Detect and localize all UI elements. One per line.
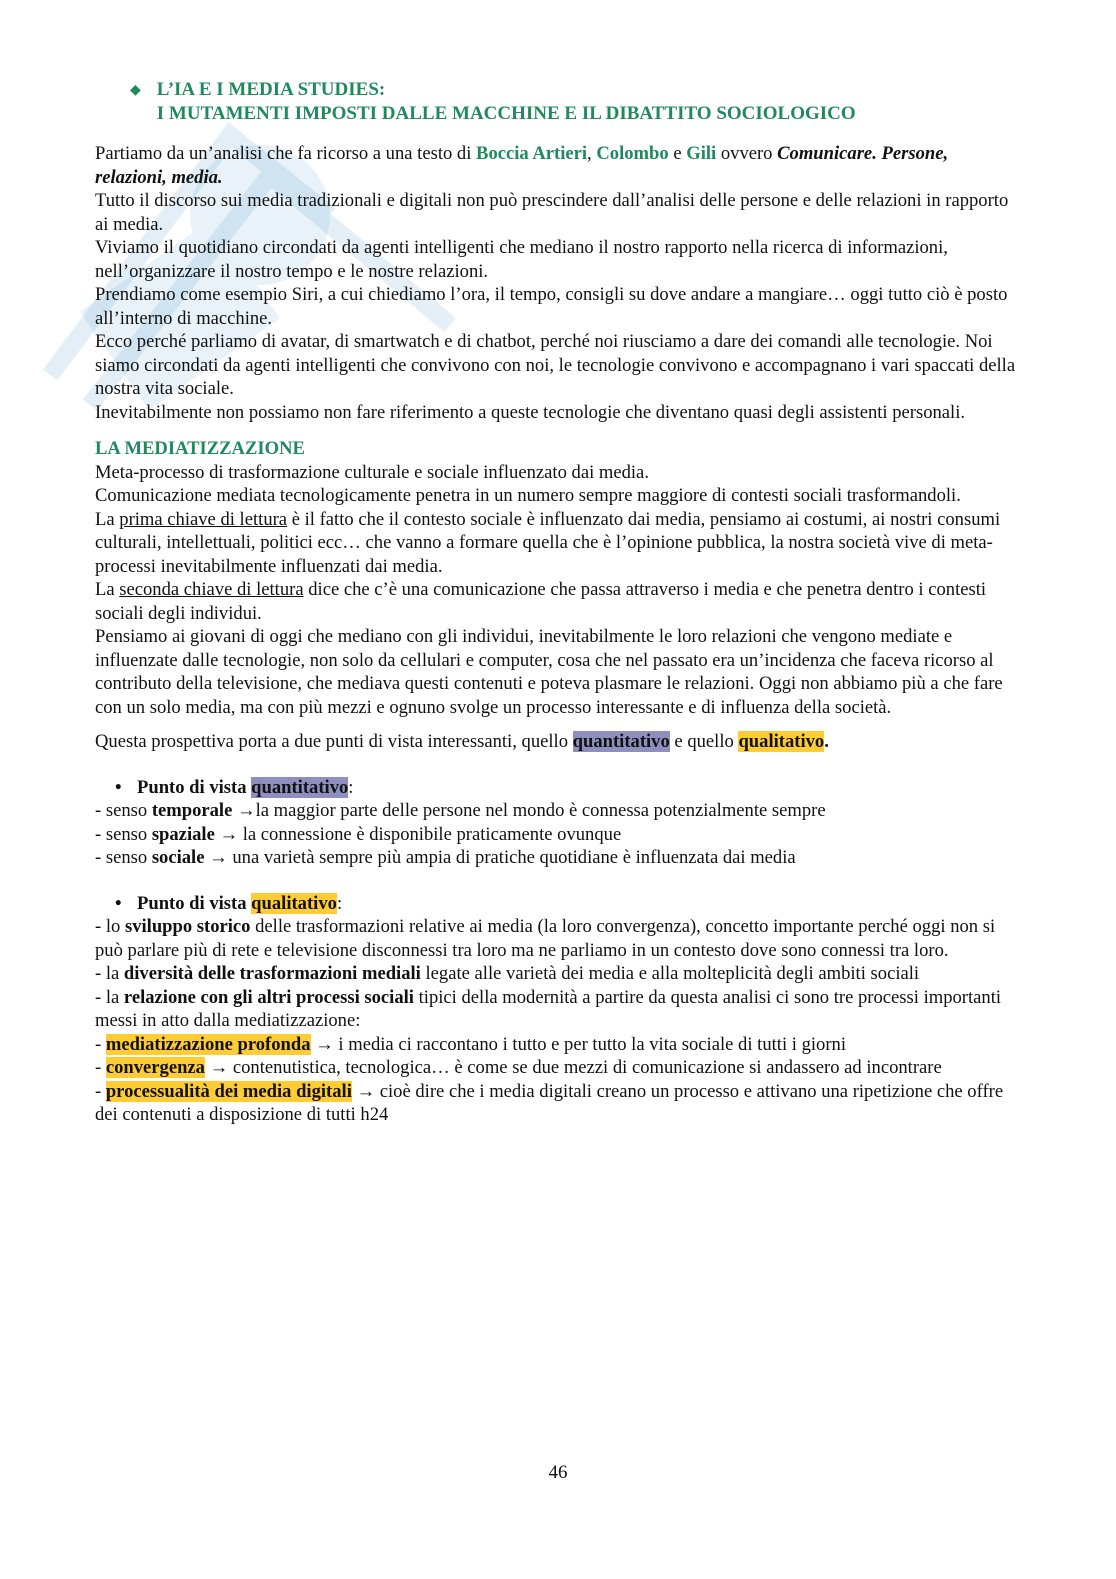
- process-item: [95, 1033, 1020, 1057]
- text: è il fatto che il contesto sociale è influenzato dai media, pensiamo ai costumi, ai nostri consumi culturali, intellettuali, politici ecc… che vanno a formare quella che è l’opinione pubblica, la nostra società vive di meta-processi inevitabilmente influenzati dai media.: [95, 508, 1001, 577]
- text: i media ci raccontano i tutto e per tutto la vita sociale di tutti i giorni: [338, 1033, 846, 1055]
- arrow-icon: →: [214, 823, 243, 845]
- text: - senso: [95, 800, 152, 821]
- list-item: [95, 799, 1020, 823]
- intro-paragraph-5: Ecco perché parliamo di avatar, di smartwatch e di chatbot, perché noi riusciamo a dare dei comandi alle tecnologie. Noi siamo circondati da agenti intelligenti che convivono con noi, le tecnologie convivono e accompagnano i vari spaccati della nostra vita sociale.: [95, 331, 1016, 399]
- mediatization-paragraph-6: [95, 730, 1020, 754]
- quantitative-list: [95, 799, 1020, 870]
- text: diversità delle trasformazioni mediali: [123, 963, 421, 984]
- text: - lo: [95, 916, 125, 937]
- text: tipici della modernità a partire da questa analisi ci sono tre processi importanti messi in atto dalla mediatizzazione:: [95, 986, 1002, 1031]
- text: temporale: [151, 800, 233, 821]
- text: -: [95, 1057, 106, 1078]
- diamond-bullet-icon: ◆: [130, 83, 141, 98]
- text: legate alle varietà dei media e alla molteplicità degli ambiti sociali: [420, 963, 920, 984]
- book-title: Comunicare. Persone, relazioni, media.: [95, 143, 949, 188]
- text: -: [95, 1033, 106, 1055]
- mediatization-paragraph-5: Pensiamo ai giovani di oggi che mediano con gli individui, inevitabilmente le loro relazioni che vengono mediate e influenzate dalle tecnologie, non solo da cellulari e computer, cosa che nel passato era un’incidenza che faceva ricorso al contributo della televisione, che mediava questi contenuti e poteva plasmare le relazioni. Oggi non abbiamo più a che fare con un solo media, ma con più mezzi e ognuno svolge un processo interessante e di influenza della società.: [95, 626, 1003, 718]
- text: .: [824, 731, 829, 752]
- process-item: [95, 1080, 1020, 1127]
- page-number: 46: [548, 1462, 568, 1483]
- mediatization-paragraph-3: [95, 508, 1020, 579]
- highlight-process: mediatizzazione profonda: [105, 1033, 311, 1055]
- intro-section: [95, 142, 1020, 424]
- text: sociale: [151, 847, 205, 868]
- text: dice che c’è una comunicazione che passa attraverso i media e che penetra dentro i contesti sociali degli individui.: [95, 579, 987, 624]
- text: cioè dire che i media digitali creano un processo e attivano una ripetizione che offre dei contenuti a disposizione di tutti h24: [95, 1080, 1004, 1125]
- process-item: [95, 1056, 1020, 1080]
- text: una varietà sempre più ampia di pratiche quotidiane è influenzata dai media: [232, 847, 796, 868]
- bullet-icon: •: [115, 892, 122, 914]
- intro-paragraph-2: Tutto il discorso sui media tradizionali e digitali non può prescindere dall’analisi delle persone e delle relazioni in rapporto ai media.: [95, 190, 1009, 235]
- intro-text: Partiamo da un’analisi che fa ricorso a una testo di: [95, 143, 477, 164]
- intro-paragraph-3: Viviamo il quotidiano circondati da agenti intelligenti che mediano il nostro rapporto nella ricerca di informazioni, nell’organizzare il nostro tempo e le nostre relazioni.: [95, 237, 948, 282]
- highlight-quantitativo: quantitativo: [251, 776, 349, 798]
- list-item: [95, 915, 1020, 962]
- text: - senso: [95, 847, 152, 868]
- arrow-icon: →: [204, 1057, 233, 1078]
- main-heading: [130, 78, 1020, 126]
- mediatization-paragraph-4: [95, 578, 1020, 625]
- text: relazione con gli altri processi sociali: [123, 986, 414, 1008]
- text: :: [336, 892, 343, 914]
- highlight-qualitativo: qualitativo: [251, 892, 337, 914]
- mediatization-paragraph-2: Comunicazione mediata tecnologicamente penetra in un numero sempre maggiore di contesti sociali trasformandoli.: [95, 485, 961, 506]
- list-item: [95, 962, 1020, 986]
- separator: e: [668, 143, 687, 164]
- text: sviluppo storico: [124, 916, 251, 937]
- intro-paragraph-1: [95, 142, 1020, 189]
- text: delle trasformazioni relative ai media (la loro convergenza), concetto importante perché oggi non si può parlare più di rete e televisione disconnessi tra loro ma ne parliamo in un contesto dove sono connessi tra loro.: [95, 916, 996, 961]
- highlight-process: convergenza: [105, 1057, 205, 1078]
- text: - senso: [95, 823, 152, 845]
- qualitative-heading: [115, 892, 1020, 916]
- underlined-second-key: seconda chiave di lettura: [119, 579, 304, 600]
- separator: ,: [587, 143, 597, 164]
- text: -: [95, 1080, 106, 1102]
- text: La: [95, 579, 120, 600]
- arrow-icon: →: [232, 800, 256, 821]
- text: e quello: [669, 731, 739, 752]
- page-content: [95, 78, 1020, 1127]
- text: Punto di vista: [137, 776, 252, 798]
- quantitative-heading: [115, 776, 1020, 800]
- bullet-icon: •: [115, 776, 122, 798]
- author-gili: Gili: [686, 143, 717, 164]
- underlined-first-key: prima chiave di lettura: [119, 508, 288, 530]
- highlight-qualitativo: qualitativo: [738, 731, 825, 752]
- text: - la: [95, 963, 124, 984]
- arrow-icon: →: [351, 1080, 380, 1102]
- qualitative-list: [95, 915, 1020, 1127]
- text: Questa prospettiva porta a due punti di vista interessanti, quello: [95, 731, 573, 752]
- list-item: [95, 846, 1020, 870]
- text: Punto di vista: [137, 892, 252, 914]
- text: La: [95, 508, 120, 530]
- section-title-mediatization: LA MEDIATIZZAZIONE: [95, 438, 305, 459]
- highlight-process: processualità dei media digitali: [105, 1080, 352, 1102]
- text: - la: [95, 986, 124, 1008]
- author-colombo: Colombo: [596, 143, 669, 164]
- mediatization-paragraph-1: Meta-processo di trasformazione culturale e sociale influenzato dai media.: [95, 461, 649, 483]
- heading-line-1: L’IA E I MEDIA STUDIES:: [156, 79, 386, 100]
- text: :: [348, 776, 354, 798]
- heading-line-2: I MUTAMENTI IMPOSTI DALLE MACCHINE E IL DIBATTITO SOCIOLOGICO: [156, 103, 856, 124]
- arrow-icon: →: [204, 847, 233, 868]
- list-item: [95, 823, 1020, 847]
- author-boccia-artieri: Boccia Artieri: [476, 143, 588, 164]
- intro-text: ovvero: [716, 143, 778, 164]
- text: la maggior parte delle persone nel mondo è connessa potenzialmente sempre: [255, 800, 826, 821]
- text: contenutistica, tecnologica… è come se due mezzi di comunicazione si andassero ad incontrare: [232, 1057, 942, 1078]
- text: spaziale: [151, 823, 215, 845]
- text: la connessione è disponibile praticamente ovunque: [242, 823, 622, 845]
- arrow-icon: →: [310, 1033, 339, 1055]
- list-item: [95, 986, 1020, 1033]
- intro-paragraph-4: Prendiamo come esempio Siri, a cui chiediamo l’ora, il tempo, consigli su dove andare a mangiare… oggi tutto ciò è posto all’interno di macchine.: [95, 284, 1008, 329]
- intro-paragraph-6: Inevitabilmente non possiamo non fare riferimento a queste tecnologie che diventano quasi degli assistenti personali.: [95, 401, 966, 423]
- highlight-quantitativo: quantitativo: [572, 731, 670, 752]
